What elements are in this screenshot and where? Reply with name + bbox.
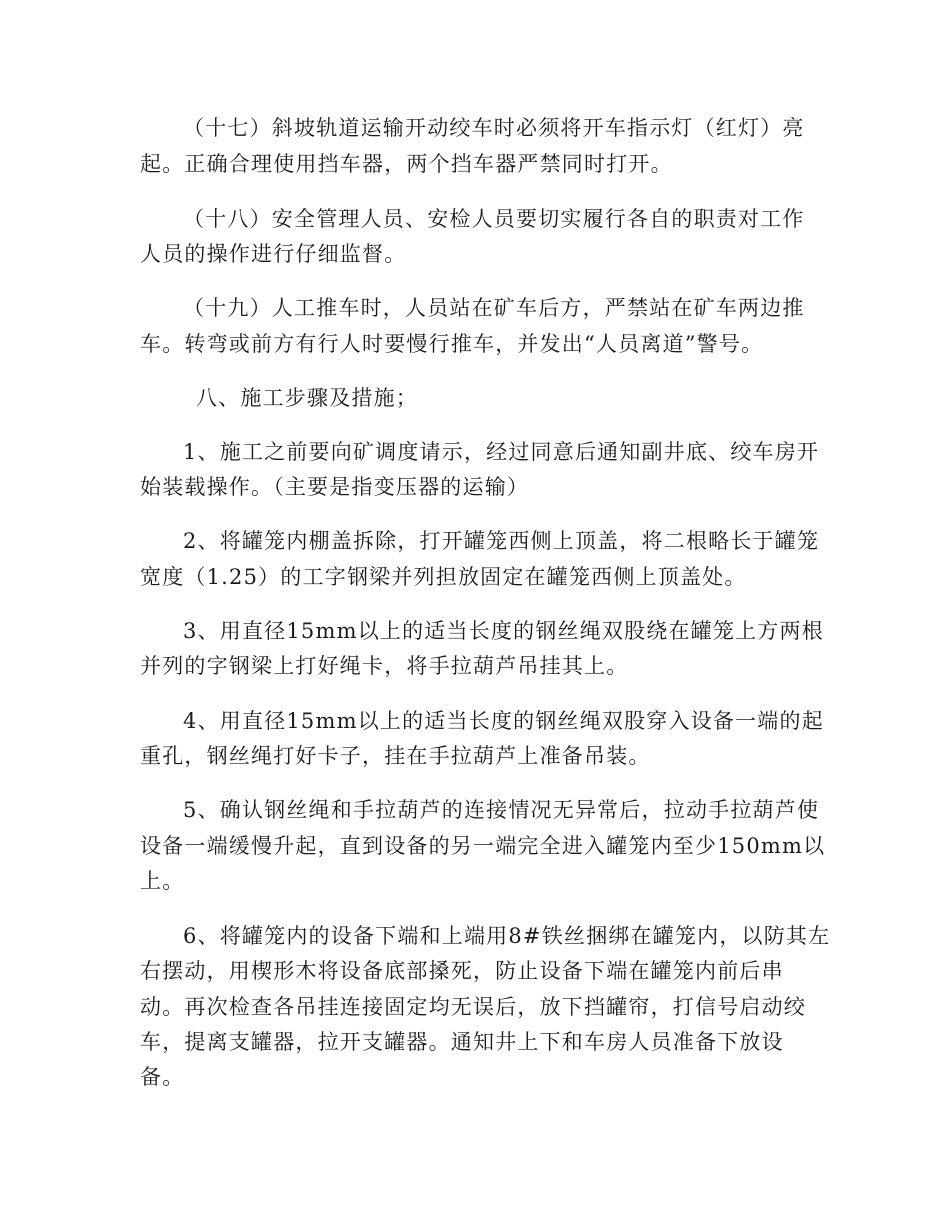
paragraph-19-line-1: （十九）人工推车时，人员站在矿车后方，严禁站在矿车两边推 — [183, 296, 805, 320]
step-2-line-2: 宽度（1.25）的工字钢梁并列担放固定在罐笼西侧上顶盖处。 — [140, 565, 747, 589]
step-6-line-4: 车，提离支罐器，拉开支罐器。通知井上下和车房人员准备下放设 — [140, 1030, 784, 1054]
paragraph-18-line-2: 人员的操作进行仔细监督。 — [140, 242, 407, 266]
step-5-line-3: 上。 — [140, 869, 185, 893]
paragraph-19-line-2: 车。转弯或前方有行人时要慢行推车，并发出“人员离道”警号。 — [140, 332, 764, 356]
step-6-line-3: 动。再次检查各吊挂连接固定均无误后，放下挡罐帘，打信号启动绞 — [140, 995, 806, 1019]
paragraph-17-line-1: （十七）斜坡轨道运输开动绞车时必须将开车指示灯（红灯）亮 — [183, 116, 805, 140]
step-2-line-1: 2、将罐笼内棚盖拆除，打开罐笼西侧上顶盖，将二根略长于罐笼 — [183, 529, 820, 553]
step-6-line-2: 右摆动，用楔形木将设备底部搡死，防止设备下端在罐笼内前后串 — [140, 959, 784, 983]
section-heading-8: 八、施工步骤及措施； — [196, 386, 418, 410]
paragraph-17-line-2: 起。正确合理使用挡车器，两个挡车器严禁同时打开。 — [140, 152, 673, 176]
step-6-line-5: 备。 — [140, 1065, 185, 1089]
step-5-line-1: 5、确认钢丝绳和手拉葫芦的连接情况无异常后，拉动手拉葫芦使 — [183, 798, 820, 822]
paragraph-18-line-1: （十八）安全管理人员、安检人员要切实履行各自的职责对工作 — [183, 207, 805, 231]
step-1-line-2: 始装载操作。（主要是指变压器的运输） — [140, 475, 530, 499]
step-4-line-2: 重孔，钢丝绳打好卡子，挂在手拉葫芦上准备吊装。 — [140, 744, 651, 768]
step-6-line-1: 6、将罐笼内的设备下端和上端用8#铁丝捆绑在罐笼内，以防其左 — [183, 924, 831, 948]
step-5-line-2: 设备一端缓慢升起，直到设备的另一端完全进入罐笼内至少150mm以 — [140, 834, 826, 858]
step-3-line-1: 3、用直径15mm以上的适当长度的钢丝绳双股绕在罐笼上方两根 — [183, 619, 824, 643]
step-3-line-2: 并列的字钢梁上打好绳卡，将手拉葫芦吊挂其上。 — [140, 654, 629, 678]
step-4-line-1: 4、用直径15mm以上的适当长度的钢丝绳双股穿入设备一端的起 — [183, 709, 824, 733]
step-1-line-1: 1、施工之前要向矿调度请示，经过同意后通知副井底、绞车房开 — [183, 440, 820, 464]
